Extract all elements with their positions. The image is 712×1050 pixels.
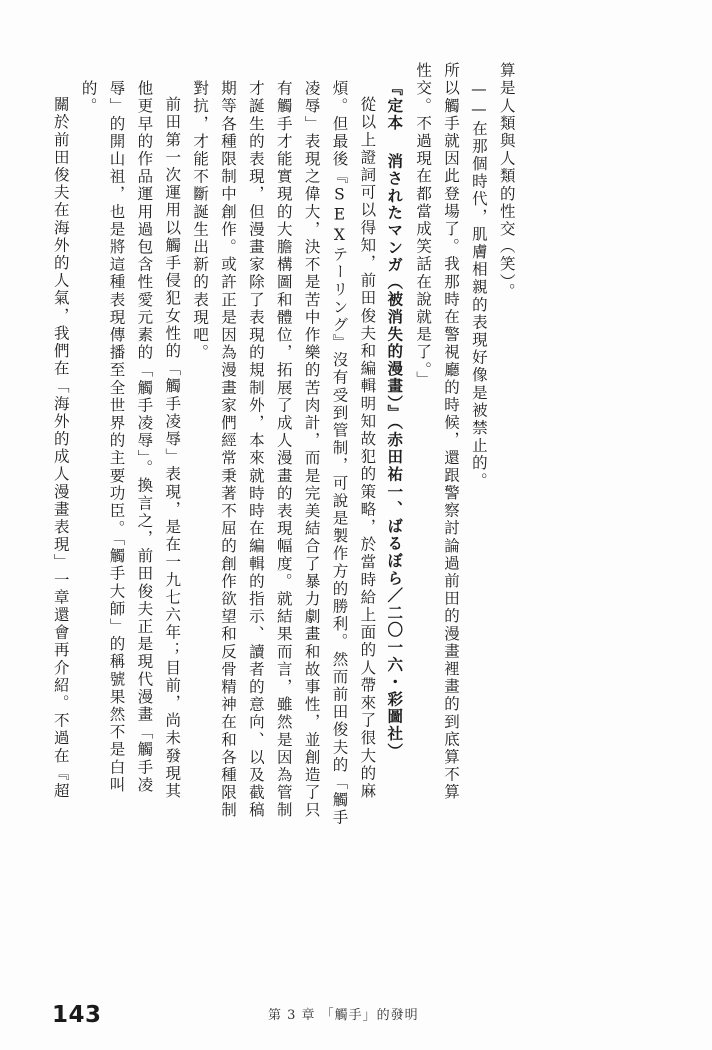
footer-chapter-title: 第 3 章 「觸手」的發明 (268, 1008, 419, 1023)
text-column: 前田第一次運用以觸手侵犯女性的「觸手凌辱」表現，是在一九七六年；目前，尚未發現其 (163, 96, 182, 800)
text-column: 性交。不過現在都當成笑話在說就是了。」 (414, 62, 433, 389)
text-column: 期等各種限制中創作。或許正是因為漫畫家們經常秉著不屈的創作欲望和反骨精神在和各種限制 (218, 80, 237, 820)
text-column: 煩。但最後『SEXテーリング』沒有受到管制，可說是製作方的勝利。然而前田俊夫的「觸手 (330, 80, 349, 827)
text-column: 從以上證詞可以得知，前田俊夫和編輯明知故犯的策略，於當時給上面的人帶來了很大的麻 (358, 96, 377, 800)
text-column: 關於前田俊夫在海外的人氣，我們在「海外的成人漫畫表現」一章還會再介紹。不過在『超 (51, 96, 70, 800)
page-number: 143 (52, 1002, 102, 1028)
vertical-text-body (46, 62, 666, 962)
text-column: ——在那個時代，肌膚相親的表現好像是被禁止的。 (469, 80, 488, 490)
text-column: 凌辱」表現之偉大，決不是苦中作樂的苦肉計，而是完美結合了暴力劇畫和故事性，並創造了只 (302, 80, 321, 820)
text-column: 有觸手才能實現的大膽構圖和體位，拓展了成人漫畫的表現幅度。就結果而言，雖然是因為管制 (274, 80, 293, 820)
text-column: 『定本 消されたマンガ（被消失的漫畫）』（赤田祐一、ばるぼら／二〇一六・彩圖社） (385, 80, 405, 760)
text-column: 算是人類與人類的性交（笑）。 (497, 62, 516, 301)
text-column: 他更早的作品運用過包含性愛元素的「觸手凌辱」。換言之，前田俊夫正是現代漫畫「觸手凌 (135, 80, 154, 794)
text-column: 所以觸手就因此登場了。我那時在警視廳的時候，還跟警察討論過前田的漫畫裡畫的到底算不算 (441, 62, 460, 802)
text-column: 對抗，才能不斷誕生出新的表現吧。 (191, 80, 210, 362)
page-footer (0, 998, 712, 1028)
text-column: 辱」的開山祖，也是將這種表現傳播至全世界的主要功臣。「觸手大師」的稱號果然不是白叫 (107, 80, 126, 794)
text-column: 才誕生的表現，但漫畫家除了表現的規制外，本來就時時在編輯的指示、讀者的意向、以及截稿 (246, 80, 265, 820)
text-column: 的。 (79, 80, 98, 116)
